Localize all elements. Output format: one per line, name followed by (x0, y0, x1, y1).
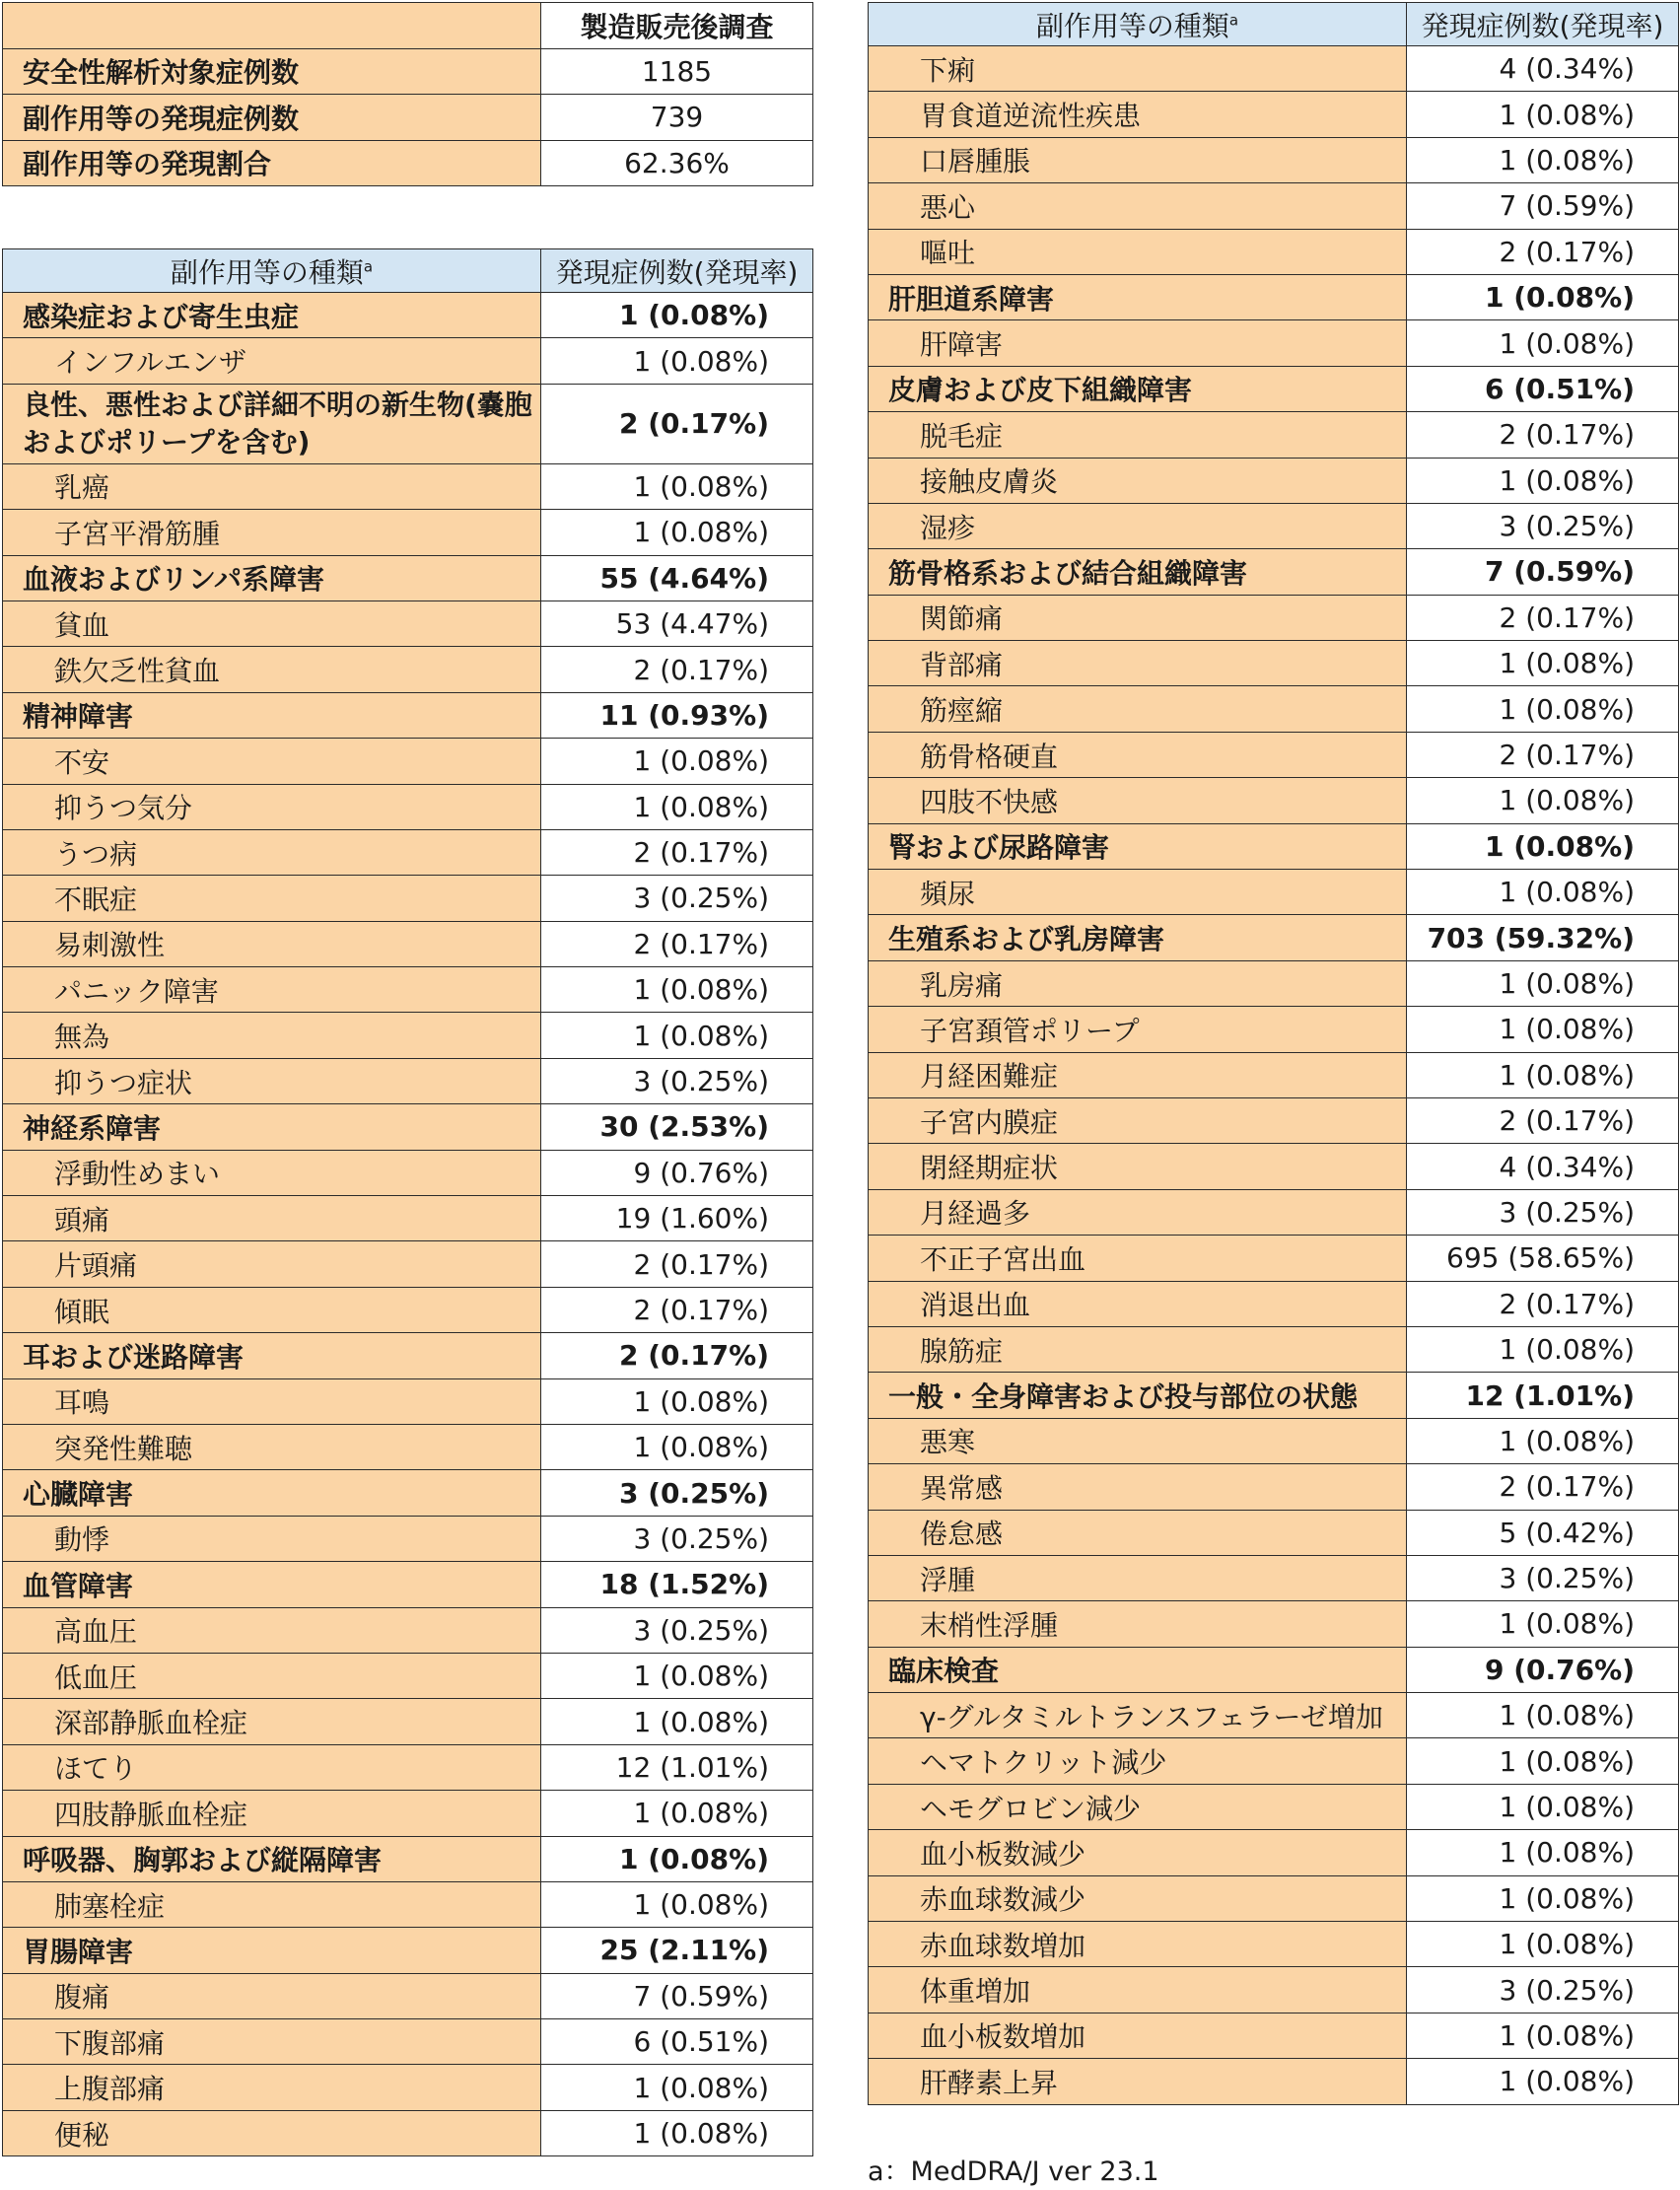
summary-row (3, 140, 813, 186)
summary-column-header: 製造販売後調査 (541, 3, 813, 49)
event-name: 深部静脈血栓症 (3, 1699, 541, 1744)
table-row (869, 503, 1679, 548)
case-count: 1 (0.08%) (1407, 2059, 1679, 2104)
table-row (869, 2013, 1679, 2058)
table-row (869, 1144, 1679, 1189)
event-name: ほてり (3, 1744, 541, 1790)
category-name: 皮膚および皮下組織障害 (869, 366, 1407, 411)
category-row (3, 384, 813, 463)
table-row (869, 1601, 1679, 1647)
case-count: 2 (0.17%) (1407, 1464, 1679, 1510)
table-row (869, 641, 1679, 686)
table-header-row (3, 249, 813, 293)
category-name: 神経系障害 (3, 1104, 541, 1150)
table-row (869, 960, 1679, 1006)
summary-value: 62.36% (541, 140, 813, 186)
event-name: 背部痛 (869, 641, 1407, 686)
event-name: 無為 (3, 1013, 541, 1058)
event-name: ヘモグロビン減少 (869, 1784, 1407, 1829)
category-name: 感染症および寄生虫症 (3, 293, 541, 338)
table-row (3, 784, 813, 829)
table-row (3, 1378, 813, 1424)
summary-label: 副作用等の発現症例数 (3, 95, 541, 141)
table-row (3, 463, 813, 509)
table-row (869, 595, 1679, 640)
table-row (869, 1830, 1679, 1875)
event-name: 悪心 (869, 183, 1407, 229)
count-column-header: 発現症例数(発現率) (541, 249, 813, 293)
case-count: 3 (0.25%) (1407, 1967, 1679, 2013)
category-row (3, 1470, 813, 1516)
table-row (3, 1196, 813, 1241)
table-row (3, 1241, 813, 1287)
case-count: 1 (0.08%) (541, 739, 813, 784)
event-name: 消退出血 (869, 1281, 1407, 1326)
event-name: パニック障害 (3, 967, 541, 1013)
case-count: 4 (0.34%) (1407, 46, 1679, 92)
case-count: 1 (0.08%) (1407, 1875, 1679, 1921)
table-row (869, 1281, 1679, 1326)
category-row (3, 1333, 813, 1378)
table-row (869, 1510, 1679, 1555)
category-name: 心臓障害 (3, 1470, 541, 1516)
table-row (869, 1922, 1679, 1967)
category-name: 血管障害 (3, 1562, 541, 1607)
type-column-label: 副作用等の種類 (170, 255, 364, 289)
event-name: 末梢性浮腫 (869, 1601, 1407, 1647)
event-name: 抑うつ症状 (3, 1058, 541, 1103)
case-count: 1 (0.08%) (1407, 641, 1679, 686)
table-row (869, 1236, 1679, 1281)
table-row (3, 967, 813, 1013)
case-count: 3 (0.25%) (1407, 1189, 1679, 1235)
table-row (3, 1973, 813, 2018)
event-name: 四肢不快感 (869, 778, 1407, 823)
case-count: 7 (0.59%) (541, 1973, 813, 2018)
event-name: 子宮平滑筋腫 (3, 510, 541, 555)
case-count: 4 (0.34%) (1407, 1144, 1679, 1189)
table-row (869, 1967, 1679, 2013)
event-name: 倦怠感 (869, 1510, 1407, 1555)
event-name: 片頭痛 (3, 1241, 541, 1287)
case-count: 19 (1.60%) (541, 1196, 813, 1241)
case-count: 7 (0.59%) (1407, 183, 1679, 229)
event-name: 肝酵素上昇 (869, 2059, 1407, 2104)
case-count: 3 (0.25%) (1407, 503, 1679, 548)
table-row (869, 458, 1679, 503)
table-row (869, 1052, 1679, 1097)
event-name: 便秘 (3, 2110, 541, 2155)
case-count: 25 (2.11%) (541, 1928, 813, 1973)
table-header-row (869, 3, 1679, 46)
event-name: 頭痛 (3, 1196, 541, 1241)
case-count: 1 (0.08%) (1407, 686, 1679, 732)
case-count: 1 (0.08%) (541, 1881, 813, 1927)
table-row (3, 2065, 813, 2110)
table-row (869, 46, 1679, 92)
case-count: 12 (1.01%) (541, 1744, 813, 1790)
event-name: 接触皮膚炎 (869, 458, 1407, 503)
case-count: 30 (2.53%) (541, 1104, 813, 1150)
event-name: 赤血球数減少 (869, 1875, 1407, 1921)
case-count: 1 (0.08%) (1407, 1830, 1679, 1875)
event-name: 腹痛 (3, 1973, 541, 2018)
case-count: 1 (0.08%) (541, 1378, 813, 1424)
case-count: 18 (1.52%) (541, 1562, 813, 1607)
table-row (869, 1189, 1679, 1235)
case-count: 1 (0.08%) (541, 2110, 813, 2155)
case-count: 1 (0.08%) (541, 293, 813, 338)
table-row (3, 510, 813, 555)
table-row (869, 2059, 1679, 2104)
event-name: 抑うつ気分 (3, 784, 541, 829)
case-count: 1 (0.08%) (541, 1699, 813, 1744)
event-name: 上腹部痛 (3, 2065, 541, 2110)
case-count: 6 (0.51%) (1407, 366, 1679, 411)
table-row (3, 1699, 813, 1744)
type-column-header (3, 249, 541, 293)
category-row (3, 1562, 813, 1607)
table-row (869, 1326, 1679, 1372)
event-name: 不安 (3, 739, 541, 784)
summary-label: 副作用等の発現割合 (3, 140, 541, 186)
event-name: 筋痙縮 (869, 686, 1407, 732)
summary-header-row (3, 3, 813, 49)
case-count: 1 (0.08%) (1407, 870, 1679, 915)
category-row (869, 1373, 1679, 1418)
event-name: 悪寒 (869, 1418, 1407, 1463)
footnote: a：MedDRA/J ver 23.1 (868, 2156, 1159, 2187)
case-count: 6 (0.51%) (541, 2019, 813, 2065)
case-count: 1 (0.08%) (1407, 1418, 1679, 1463)
summary-value: 1185 (541, 48, 813, 95)
summary-header-blank (3, 3, 541, 49)
event-name: 筋骨格硬直 (869, 732, 1407, 777)
case-count: 2 (0.17%) (1407, 1281, 1679, 1326)
case-count: 1 (0.08%) (1407, 823, 1679, 869)
event-name: インフルエンザ (3, 338, 541, 384)
case-count: 2 (0.17%) (1407, 412, 1679, 458)
case-count: 1 (0.08%) (1407, 778, 1679, 823)
event-name: 傾眠 (3, 1287, 541, 1332)
case-count: 1 (0.08%) (1407, 1052, 1679, 1097)
type-column-header (869, 3, 1407, 46)
case-count: 1 (0.08%) (1407, 1922, 1679, 1967)
category-name: 血液およびリンパ系障害 (3, 555, 541, 600)
event-name: 関節痛 (869, 595, 1407, 640)
event-name: 下痢 (869, 46, 1407, 92)
event-name: 乳房痛 (869, 960, 1407, 1006)
case-count: 12 (1.01%) (1407, 1373, 1679, 1418)
summary-value: 739 (541, 95, 813, 141)
case-count: 1 (0.08%) (1407, 2013, 1679, 2058)
case-count: 1 (0.08%) (1407, 1601, 1679, 1647)
case-count: 2 (0.17%) (541, 829, 813, 875)
event-name: 月経過多 (869, 1189, 1407, 1235)
case-count: 2 (0.17%) (541, 1333, 813, 1378)
category-name: 肝胆道系障害 (869, 274, 1407, 319)
case-count: 3 (0.25%) (541, 876, 813, 921)
event-name: 腺筋症 (869, 1326, 1407, 1372)
case-count: 2 (0.17%) (1407, 595, 1679, 640)
case-count: 1 (0.08%) (1407, 92, 1679, 137)
category-row (869, 1647, 1679, 1692)
case-count: 7 (0.59%) (1407, 549, 1679, 595)
event-name: 赤血球数増加 (869, 1922, 1407, 1967)
case-count: 2 (0.17%) (1407, 229, 1679, 274)
category-row (869, 366, 1679, 411)
table-row (3, 829, 813, 875)
event-name: 肝障害 (869, 320, 1407, 366)
event-name: 下腹部痛 (3, 2019, 541, 2065)
event-name: 動悸 (3, 1516, 541, 1561)
category-name: 胃腸障害 (3, 1928, 541, 1973)
event-name: 耳鳴 (3, 1378, 541, 1424)
case-count: 1 (0.08%) (541, 967, 813, 1013)
category-name: 耳および迷路障害 (3, 1333, 541, 1378)
adverse-events-table-left (2, 248, 813, 2156)
event-name: 閉経期症状 (869, 1144, 1407, 1189)
case-count: 1 (0.08%) (541, 784, 813, 829)
table-row (3, 1744, 813, 1790)
table-row (869, 1097, 1679, 1143)
event-name: 血小板数増加 (869, 2013, 1407, 2058)
case-count: 2 (0.17%) (541, 647, 813, 692)
case-count: 695 (58.65%) (1407, 1236, 1679, 1281)
case-count: 5 (0.42%) (1407, 1510, 1679, 1555)
type-column-label: 副作用等の種類 (1035, 9, 1229, 42)
case-count: 2 (0.17%) (541, 921, 813, 966)
event-name: 体重増加 (869, 1967, 1407, 2013)
category-row (3, 1104, 813, 1150)
count-column-header: 発現症例数(発現率) (1407, 3, 1679, 46)
table-row (3, 1791, 813, 1836)
summary-row (3, 48, 813, 95)
case-count: 703 (59.32%) (1407, 915, 1679, 960)
case-count: 1 (0.08%) (1407, 320, 1679, 366)
table-row (3, 1653, 813, 1698)
event-name: 頻尿 (869, 870, 1407, 915)
case-count: 2 (0.17%) (541, 1241, 813, 1287)
event-name: 脱毛症 (869, 412, 1407, 458)
table-row (3, 1013, 813, 1058)
table-row (3, 2110, 813, 2155)
table-row (869, 1007, 1679, 1052)
category-row (3, 1836, 813, 1881)
event-name: 湿疹 (869, 503, 1407, 548)
table-row (3, 1607, 813, 1653)
case-count: 1 (0.08%) (1407, 1784, 1679, 1829)
event-name: 胃食道逆流性疾患 (869, 92, 1407, 137)
case-count: 1 (0.08%) (541, 1013, 813, 1058)
table-row (869, 412, 1679, 458)
category-row (869, 915, 1679, 960)
case-count: 2 (0.17%) (1407, 732, 1679, 777)
case-count: 55 (4.64%) (541, 555, 813, 600)
table-row (3, 1424, 813, 1469)
case-count: 3 (0.25%) (1407, 1555, 1679, 1600)
category-name: 良性、悪性および詳細不明の新生物(嚢胞およびポリープを含む) (3, 384, 541, 463)
table-row (3, 1058, 813, 1103)
category-name: 臨床検査 (869, 1647, 1407, 1692)
table-row (3, 1287, 813, 1332)
event-name: 月経困難症 (869, 1052, 1407, 1097)
case-count: 2 (0.17%) (1407, 1097, 1679, 1143)
event-name: 浮腫 (869, 1555, 1407, 1600)
case-count: 1 (0.08%) (541, 338, 813, 384)
event-name: 子宮頚管ポリープ (869, 1007, 1407, 1052)
table-row (869, 137, 1679, 182)
case-count: 1 (0.08%) (1407, 1326, 1679, 1372)
case-count: 1 (0.08%) (1407, 1007, 1679, 1052)
category-name: 精神障害 (3, 692, 541, 738)
case-count: 1 (0.08%) (1407, 1693, 1679, 1738)
table-row (3, 1516, 813, 1561)
table-row (869, 870, 1679, 915)
event-name: 子宮内膜症 (869, 1097, 1407, 1143)
event-name: 突発性難聴 (3, 1424, 541, 1469)
case-count: 1 (0.08%) (1407, 274, 1679, 319)
case-count: 3 (0.25%) (541, 1516, 813, 1561)
table-row (869, 732, 1679, 777)
table-row (3, 739, 813, 784)
adverse-events-table-right (868, 2, 1679, 2105)
table-row (869, 1693, 1679, 1738)
case-count: 3 (0.25%) (541, 1470, 813, 1516)
case-count: 1 (0.08%) (1407, 458, 1679, 503)
case-count: 1 (0.08%) (541, 463, 813, 509)
category-name: 腎および尿路障害 (869, 823, 1407, 869)
event-name: 肺塞栓症 (3, 1881, 541, 1927)
table-row (3, 600, 813, 646)
table-row (869, 1418, 1679, 1463)
table-row (3, 338, 813, 384)
table-row (3, 2019, 813, 2065)
footnote-marker: a (1228, 11, 1239, 30)
summary-label: 安全性解析対象症例数 (3, 48, 541, 95)
category-row (869, 549, 1679, 595)
table-row (869, 686, 1679, 732)
case-count: 1 (0.08%) (541, 510, 813, 555)
table-row (869, 1555, 1679, 1600)
event-name: ヘマトクリット減少 (869, 1738, 1407, 1784)
case-count: 3 (0.25%) (541, 1058, 813, 1103)
table-row (869, 778, 1679, 823)
category-row (3, 555, 813, 600)
category-name: 呼吸器、胸郭および縦隔障害 (3, 1836, 541, 1881)
summary-table (2, 2, 813, 186)
table-row (3, 1150, 813, 1195)
table-row (869, 320, 1679, 366)
category-row (3, 293, 813, 338)
case-count: 1 (0.08%) (1407, 137, 1679, 182)
table-row (869, 92, 1679, 137)
category-row (3, 692, 813, 738)
case-count: 11 (0.93%) (541, 692, 813, 738)
footnote-marker: a (363, 257, 374, 276)
event-name: 低血圧 (3, 1653, 541, 1698)
table-row (3, 876, 813, 921)
summary-row (3, 95, 813, 141)
category-row (869, 823, 1679, 869)
event-name: 不眠症 (3, 876, 541, 921)
event-name: 貧血 (3, 600, 541, 646)
table-row (869, 229, 1679, 274)
event-name: 易刺激性 (3, 921, 541, 966)
event-name: 異常感 (869, 1464, 1407, 1510)
case-count: 1 (0.08%) (1407, 1738, 1679, 1784)
event-name: うつ病 (3, 829, 541, 875)
table-row (869, 1875, 1679, 1921)
case-count: 9 (0.76%) (541, 1150, 813, 1195)
case-count: 1 (0.08%) (541, 1653, 813, 1698)
event-name: 血小板数減少 (869, 1830, 1407, 1875)
case-count: 1 (0.08%) (541, 1424, 813, 1469)
case-count: 2 (0.17%) (541, 384, 813, 463)
case-count: 1 (0.08%) (541, 1836, 813, 1881)
category-name: 生殖系および乳房障害 (869, 915, 1407, 960)
event-name: 乳癌 (3, 463, 541, 509)
table-row (869, 1738, 1679, 1784)
category-row (869, 274, 1679, 319)
table-row (3, 921, 813, 966)
event-name: 嘔吐 (869, 229, 1407, 274)
table-row (869, 1784, 1679, 1829)
event-name: 鉄欠乏性貧血 (3, 647, 541, 692)
category-row (3, 1928, 813, 1973)
category-name: 筋骨格系および結合組織障害 (869, 549, 1407, 595)
table-row (869, 183, 1679, 229)
case-count: 1 (0.08%) (541, 2065, 813, 2110)
case-count: 9 (0.76%) (1407, 1647, 1679, 1692)
category-name: 一般・全身障害および投与部位の状態 (869, 1373, 1407, 1418)
case-count: 2 (0.17%) (541, 1287, 813, 1332)
table-row (3, 647, 813, 692)
event-name: 浮動性めまい (3, 1150, 541, 1195)
case-count: 3 (0.25%) (541, 1607, 813, 1653)
event-name: γ-グルタミルトランスフェラーゼ増加 (869, 1693, 1407, 1738)
table-row (3, 1881, 813, 1927)
event-name: 高血圧 (3, 1607, 541, 1653)
event-name: 四肢静脈血栓症 (3, 1791, 541, 1836)
case-count: 1 (0.08%) (1407, 960, 1679, 1006)
table-row (869, 1464, 1679, 1510)
case-count: 1 (0.08%) (541, 1791, 813, 1836)
event-name: 不正子宮出血 (869, 1236, 1407, 1281)
event-name: 口唇腫脹 (869, 137, 1407, 182)
case-count: 53 (4.47%) (541, 600, 813, 646)
